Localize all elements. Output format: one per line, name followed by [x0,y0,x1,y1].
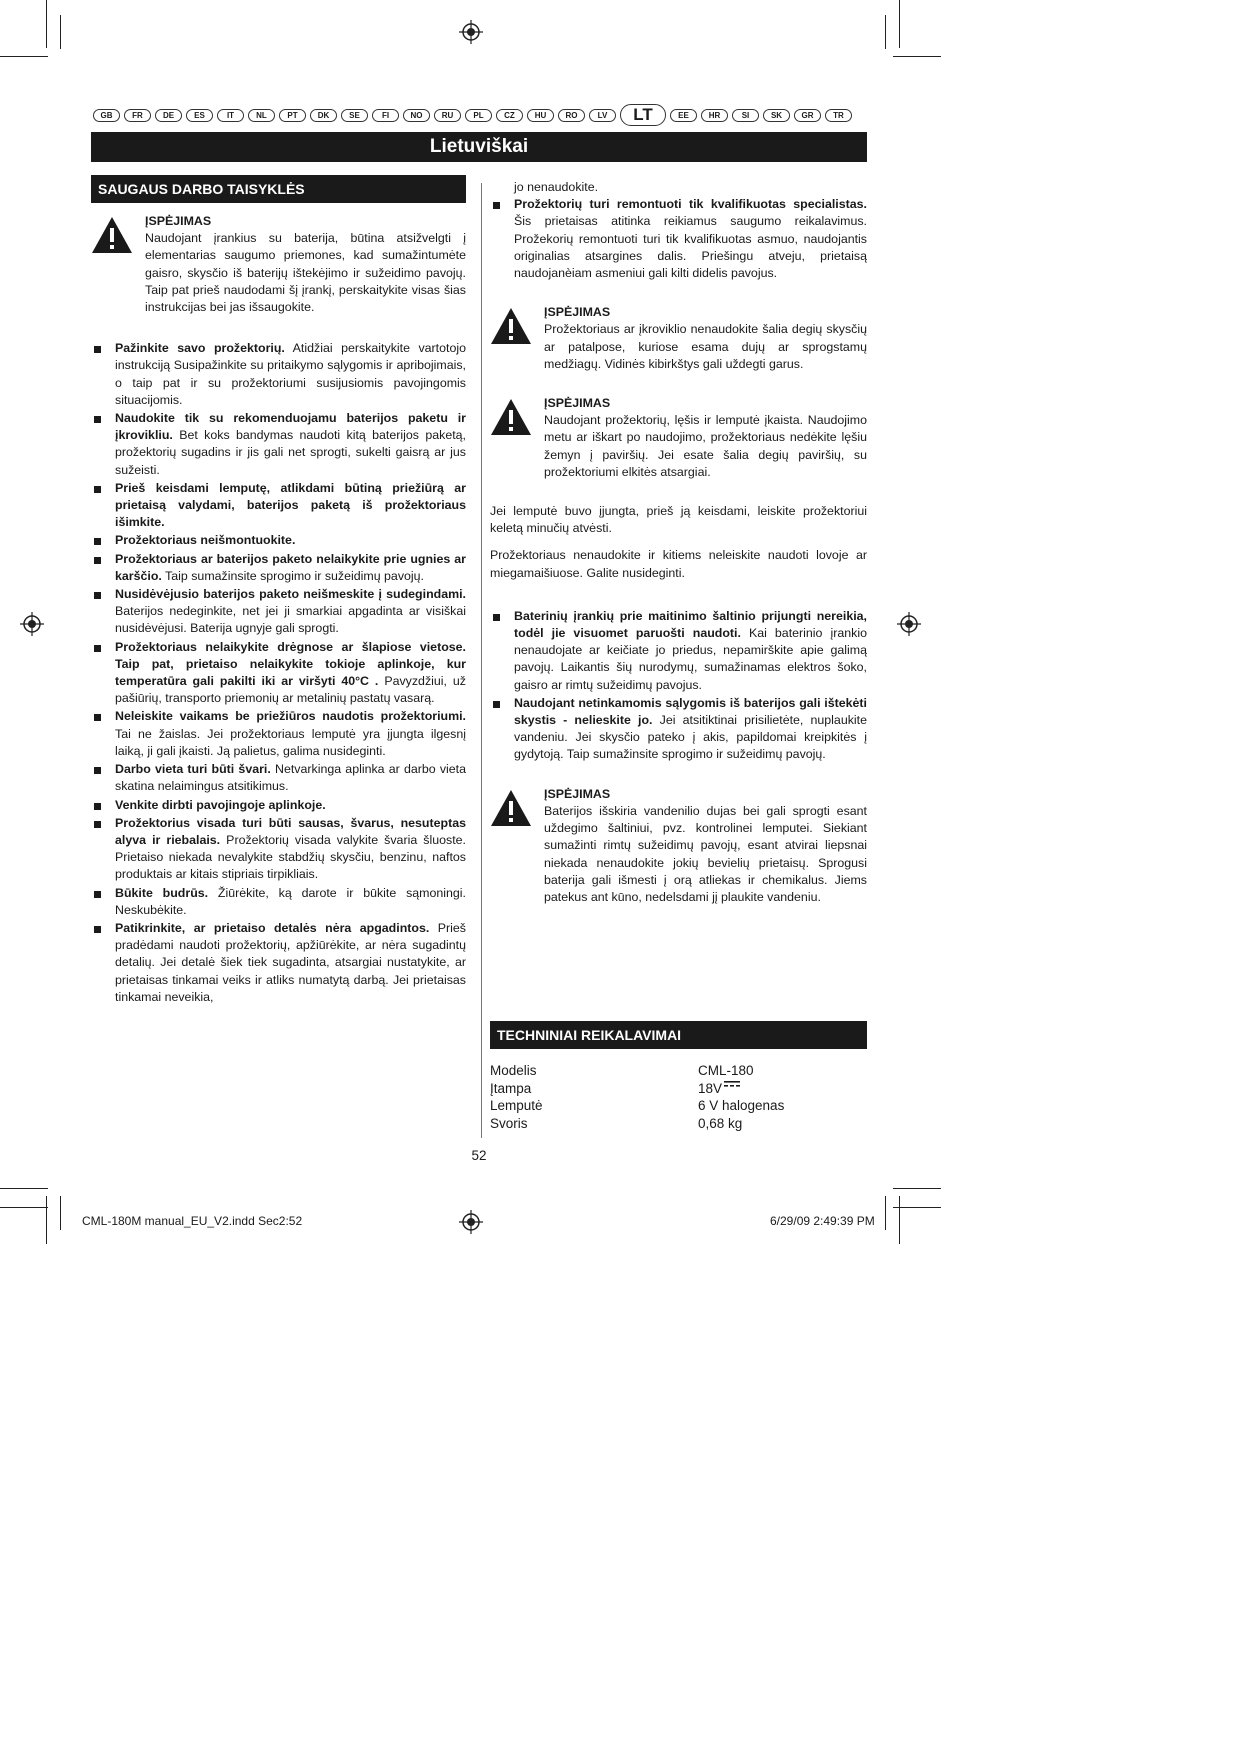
lang-pill: SI [732,109,759,122]
column-divider [481,183,482,1138]
spec-label: Lemputė [490,1098,543,1113]
warning-triangle-icon [490,307,532,345]
registration-mark-icon [897,612,921,636]
lang-pill: PL [465,109,492,122]
list-item [490,608,867,694]
lang-pill: DK [310,109,337,122]
list-item-text: Atidžiai perskaitykite vartotojo instrukciją Susipažinkite su pritaikymo sąlygomis ir apribojimais, o taip pat ir su prožektoriumi susijusiomis pavojingomis situacijomis. [115,341,466,407]
print-slug-date: 6/29/09 2:49:39 PM [770,1214,875,1228]
list-item [91,551,466,585]
lang-pill: TR [825,109,852,122]
list-item-lead: Neleiskite vaikams be priežiūros naudotis prožektoriumi. [115,709,466,724]
spec-label: Modelis [490,1063,537,1078]
list-item-lead: Naudojant netinkamomis sąlygomis iš baterijos gali ištekėti skystis - nelieskite jo. [514,695,867,728]
list-item [91,639,466,708]
registration-mark-icon [459,20,483,44]
list-item-lead: Prožektoriaus nelaikykite drėgnose ar šlapiose vietose. Taip pat, prietaiso nelaikykite tokioje aplinkoje, kur temperatūra gali pakilti iki ar viršyti 40°C . [115,639,466,689]
crop-mark [60,15,61,49]
paragraph: Jei lemputė buvo įjungta, prieš ją keisdami, leiskite prožektoriui keletą minučių atvėsti. [490,504,867,536]
lang-pill: GB [93,109,120,122]
lang-pill: PT [279,109,306,122]
spec-value: CML-180 [698,1063,754,1078]
specs-table [490,1062,867,1132]
list-item-text: Pavyzdžiui, už pašiūrių, transporto priemonių ar metalinių pastatų vasarą. [115,674,466,706]
list-item-text: Tai ne žaislas. Jei prožektoriaus lemputė yra įjungta ilgesnį laiką, ji gali įkaisti. Ją palietus, galima nusideginti. [115,726,466,758]
list-item [91,815,466,884]
warning-block [91,213,466,316]
warning-triangle-icon [490,398,532,436]
warning-title: ĮSPĖJIMAS [544,786,611,801]
list-item-lead: Prieš keisdami lemputę, atlikdami būtiną priežiūrą ar prietaisą valydami, baterijos paketą iš prožektoriaus išimkite. [115,480,466,530]
list-item-text: Jei atsitiktinai prisilietėte, nuplaukite vandeniu. Jei skysčio pateko į akis, papildomai kreipkitės į gydytoją. Taip sumažinsite sprogimo ir sužeidimų pavojų. [514,713,867,762]
list-item-lead: Naudokite tik su rekomenduojamu baterijos paketu ir įkrovikliu. [115,411,466,443]
warning-text: Naudojant prožektorių, lęšis ir lemputė įkaista. Naudojimo metu ar iškart po naudojimo, prožektoriaus nedėkite lęšiu žemyn į paviršių. Jei esate šalia degių paviršių, su prožektoriumi elkitės atsargiai. [544,413,867,479]
list-item-lead: Prožektoriaus neišmontuokite. [115,533,296,548]
crop-mark [885,1196,886,1230]
lang-pill: RU [434,109,461,122]
list-item-lead: Prožektorių turi remontuoti tik kvalifikuotas specialistas. [514,197,867,212]
lang-pill: DE [155,109,182,122]
crop-mark [46,1196,47,1244]
section-header-safety: SAUGAUS DARBO TAISYKLĖS [91,175,466,203]
list-item-lead: Darbo vieta turi būti švari. [115,762,271,777]
lang-pill: NO [403,109,430,122]
warning-text: Naudojant įrankius su baterija, būtina atsižvelgti į elementarias saugumo priemones, kad sumažintumėte gaisro, skysčio iš baterijų ištekėjimo ir sužeidimo pavojų. Taip pat prieš naudodami šį įrankį, perskaitykite visas šias instrukcijas bei jas išsaugokite. [145,231,466,315]
list-item [91,708,466,760]
list-item-text: Taip sumažinsite sprogimo ir sužeidimų pavojų. [161,568,425,583]
crop-mark [893,56,941,57]
crop-mark [0,1207,48,1208]
list-item-text: Netvarkinga aplinka ar darbo vieta skatina nelaimingus atsitikimus. [115,762,467,794]
list-item-text: Kai baterinio įrankio nenaudojate ar keičiate jo priedus, nepamirškite apie galimą pavojų. Laikantis šių nurodymų, sumažinamas elektros šoko, gaisro ar rimtų sužeidimų pavojus. [514,626,867,692]
continuation-text: jo nenaudokite. [514,180,599,194]
dc-voltage-icon [724,1080,740,1088]
language-title: Lietuviškai [91,132,867,162]
list-item [91,410,466,479]
warning-block [490,395,867,481]
list-item-lead: Patikrinkite, ar prietaiso detalės nėra apgadintos. [115,920,430,935]
list-item-text: Žiūrėkite, ką darote ir būkite sąmoningi. Neskubėkite. [115,885,466,917]
lang-pill: RO [558,109,585,122]
warning-triangle-icon [490,789,532,827]
spec-row [490,1062,867,1080]
list-item [91,340,466,409]
list-item-lead: Prožektorius visada turi būti sausas, švarus, nesuteptas alyva ir riebalais. [115,815,466,847]
lang-pill: SK [763,109,790,122]
list-item-lead: Baterinių įrankių prie maitinimo šaltinio prijungti nereikia, todėl jie visuomet paruošti naudoti. [514,608,867,641]
list-item-text: Prožektorių visada valykite švaria šluoste. Prietaiso niekada nevalykite stabdžių skysčiu, benzinu, naftos produktais ar kitais stipriais tirpikliais. [115,832,466,882]
list-item-text: Bet koks bandymas naudoti kitą baterijos paketą, prožektorių sugadins ir jis gali net sprogti, sukelti gaisrą ar jus sužeisti. [115,428,466,477]
crop-mark [0,1188,48,1189]
list-item [91,797,466,814]
list-item [91,532,466,549]
list-item-lead: Venkite dirbti pavojingoje aplinkoje. [115,797,326,812]
warning-title: ĮSPĖJIMAS [544,305,611,320]
lang-pill: FI [372,109,399,122]
crop-mark [899,1196,900,1244]
warning-triangle-icon [91,216,133,254]
lang-pill: HR [701,109,728,122]
list-item [91,480,466,532]
spec-row [490,1097,867,1115]
lang-pill: EE [670,109,697,122]
crop-mark [46,0,47,48]
crop-mark [899,0,900,48]
crop-mark [885,15,886,49]
list-item-text: Prieš pradėdami naudoti prožektorių, apžiūrėkite, ar nėra sugadintų detalių. Jei detalė šiek tiek sugadinta, atsargiai nustatykite, ar prietaisas tinkamai veiks ir atliks numatytą darbą. Jei prietaisas tinkamai neveikia, [115,920,466,1004]
lang-pill-active: LT [620,104,666,126]
list-item [91,586,466,638]
crop-mark [893,1188,941,1189]
crop-mark [0,56,48,57]
list-item [91,885,466,919]
warning-text: Baterijos išskiria vandenilio dujas bei gali sprogti esant uždegimo šaltiniui, pvz. kontrolinei lemputei. Siekiant sumažinti rimtų sužeidimų pavojų, esant atvirai liepsnai niekada nenaudokite jokių bevielių prietaisų. Sprogusi baterija gali išmesti į orą atliekas ir chemikalus. Jiems patekus ant kūno, nedelsdami jį plaukite vandeniu. [544,803,867,904]
warning-title: ĮSPĖJIMAS [544,396,611,411]
language-selector [93,104,867,126]
lang-pill: LV [589,109,616,122]
list-item-lead: Pažinkite savo prožektorių. [115,341,285,356]
lang-pill: GR [794,109,821,122]
crop-mark [893,1207,941,1208]
list-item [490,196,867,282]
registration-mark-icon [459,1210,483,1234]
paragraph: Prožektoriaus nenaudokite ir kitiems neleiskite naudoti lovoje ar miegamaišiuose. Galite nusideginti. [490,548,867,580]
lang-pill: IT [217,109,244,122]
list-item-lead: Prožektoriaus ar baterijos paketo nelaikykite prie ugnies ar karščio. [115,551,466,583]
registration-mark-icon [20,612,44,636]
spec-value: 6 V halogenas [698,1098,785,1113]
lang-pill: CZ [496,109,523,122]
lang-pill: FR [124,109,151,122]
spec-row [490,1115,867,1133]
spec-row [490,1080,867,1098]
spec-value: 0,68 kg [698,1115,743,1131]
list-item [490,695,867,764]
spec-label: Svoris [490,1115,528,1131]
left-column [91,213,466,1007]
warning-block [490,304,867,373]
list-item [91,761,466,795]
warning-block [490,786,867,906]
print-slug-file: CML-180M manual_EU_V2.indd Sec2:52 [82,1214,303,1228]
warning-title: ĮSPĖJIMAS [145,214,212,228]
page-number: 52 [471,1148,487,1163]
lang-pill: HU [527,109,554,122]
warning-text: Prožektoriaus ar įkroviklio nenaudokite šalia degių skysčių ar patalpose, kuriose esama dujų ar sprogstamų medžiagų. Vidinės kibirkštys gali uždegti garus. [544,322,867,371]
right-column [490,179,867,906]
crop-mark [60,1196,61,1230]
list-item-lead: Nusidėvėjusio baterijos paketo neišmeskite į sudegindami. [115,587,466,602]
list-item-text: Šis prietaisas atitinka reikiamus saugumo reikalavimus. Prožekorių remontuoti turi tik kvalifikuotas asmuo, naudojantis originalias atsargines dalis. Priešingu atveju, prietaisą naudojanèiam asmeniui gali kilti didelis pavojus. [514,214,867,281]
section-header-technical: TECHNINIAI REIKALAVIMAI [490,1021,867,1049]
list-item-lead: Būkite budrūs. [115,885,209,900]
spec-value: 18V [698,1080,723,1096]
lang-pill: SE [341,109,368,122]
lang-pill: NL [248,109,275,122]
spec-label: Įtampa [490,1080,532,1096]
list-item [91,920,466,1006]
list-item-text: Baterijos nedeginkite, net jei ji smarkiai apgadinta ar visiškai nusidėvėjusi. Baterija ugnyje gali sprogti. [115,604,466,636]
lang-pill: ES [186,109,213,122]
